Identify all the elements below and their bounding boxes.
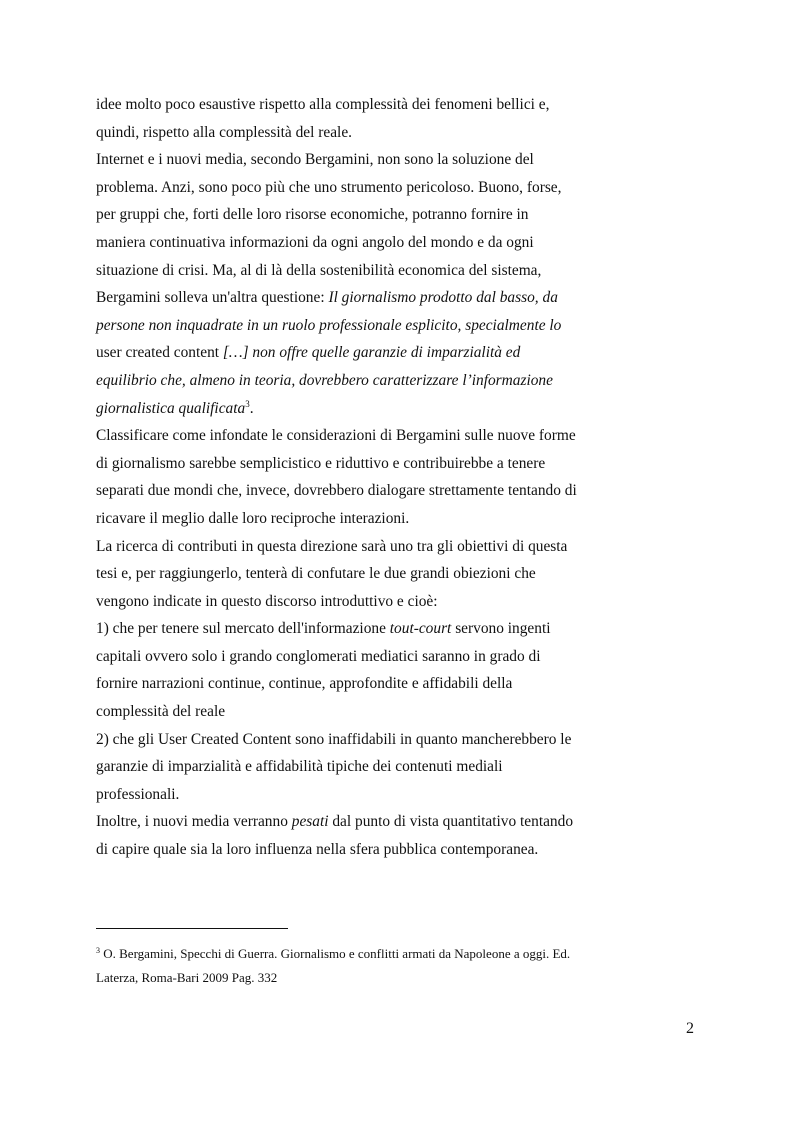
text-line: fornire narrazioni continue, continue, approfondite e affidabili della bbox=[96, 675, 513, 693]
text-line: Internet e i nuovi media, secondo Bergamini, non sono la soluzione del bbox=[96, 151, 534, 169]
text-line: 1) che per tenere sul mercato dell'informazione tout-court servono ingenti bbox=[96, 620, 551, 638]
quote-text: Il giornalismo prodotto dal basso, da bbox=[328, 289, 558, 307]
footnote-reference[interactable]: 3 bbox=[245, 398, 250, 409]
body-text bbox=[96, 91, 616, 864]
text-line: 2) che gli User Created Content sono inaffidabili in quanto mancherebbero le bbox=[96, 730, 572, 748]
text-line: situazione di crisi. Ma, al di là della sostenibilità economica del sistema, bbox=[96, 261, 542, 279]
footnote-marker: 3 bbox=[96, 946, 100, 955]
text-line: per gruppi che, forti delle loro risorse economiche, potranno fornire in bbox=[96, 206, 529, 224]
text-line: professionali. bbox=[96, 785, 180, 803]
quote-text: equilibrio che, almeno in teoria, dovrebbero caratterizzare l’informazione bbox=[96, 371, 553, 389]
text-line: capitali ovvero solo i grando conglomerati mediatici saranno in grado di bbox=[96, 647, 541, 665]
text-line: quindi, rispetto alla complessità del reale. bbox=[96, 123, 353, 141]
emphasis-text: tout-court bbox=[389, 620, 452, 638]
quote-text: […] non offre quelle garanzie di imparzialità ed bbox=[222, 344, 521, 362]
footnote-line: Laterza, Roma-Bari 2009 Pag. 332 bbox=[96, 970, 278, 985]
text-line: complessità del reale bbox=[96, 703, 226, 721]
text-line: di capire quale sia la loro influenza nella sfera pubblica contemporanea. bbox=[96, 841, 539, 859]
quote-text: persone non inquadrate in un ruolo professionale esplicito, specialmente lo bbox=[96, 316, 562, 334]
text-line: tesi e, per raggiungerlo, tenterà di confutare le due grandi obiezioni che bbox=[96, 565, 536, 583]
emphasis-text: pesati bbox=[291, 813, 329, 831]
text-line: vengono indicate in questo discorso introduttivo e cioè: bbox=[96, 592, 438, 610]
text-line: Classificare come infondate le considerazioni di Bergamini sulle nuove forme bbox=[96, 427, 576, 445]
text-line: ricavare il meglio dalle loro reciproche interazioni. bbox=[96, 509, 410, 527]
text-line: separati due mondi che, invece, dovrebbero dialogare strettamente tentando di bbox=[96, 482, 577, 500]
footnote-line: $^3$ O. Bergamini, Specchi di Guerra. Giornalismo e conflitti armati da Napoleone a oggi. Ed. bbox=[96, 946, 571, 961]
text-line bbox=[96, 367, 616, 395]
text-line: garanzie di imparzialità e affidabilità tipiche dei contenuti mediali bbox=[96, 758, 503, 776]
footnote-separator bbox=[96, 928, 288, 929]
text-line: maniera continuativa informazioni da ogni angolo del mondo e da ogni bbox=[96, 233, 534, 251]
text-line: La ricerca di contributi in questa direzione sarà uno tra gli obiettivi di questa bbox=[96, 537, 568, 555]
footnote bbox=[96, 942, 616, 990]
text-line bbox=[96, 312, 616, 340]
page-number: 2 bbox=[686, 1020, 694, 1037]
text-line: di giornalismo sarebbe semplicistico e riduttivo e contribuirebbe a tenere bbox=[96, 454, 546, 472]
text-line: Bergamini solleva un'altra questione: Il giornalismo prodotto dal basso, da bbox=[96, 289, 558, 307]
text-line: idee molto poco esaustive rispetto alla complessità dei fenomeni bellici e, bbox=[96, 96, 550, 113]
text-line: user created content […] non offre quelle garanzie di imparzialità ed bbox=[96, 344, 521, 362]
text-line: problema. Anzi, sono poco più che uno strumento pericoloso. Buono, forse, bbox=[96, 178, 562, 196]
text-line: giornalistica qualificata$^3$. bbox=[96, 398, 254, 417]
quote-text: giornalistica qualificata bbox=[96, 399, 246, 417]
text-line: Inoltre, i nuovi media verranno pesati dal punto di vista quantitativo tentando bbox=[96, 813, 574, 831]
